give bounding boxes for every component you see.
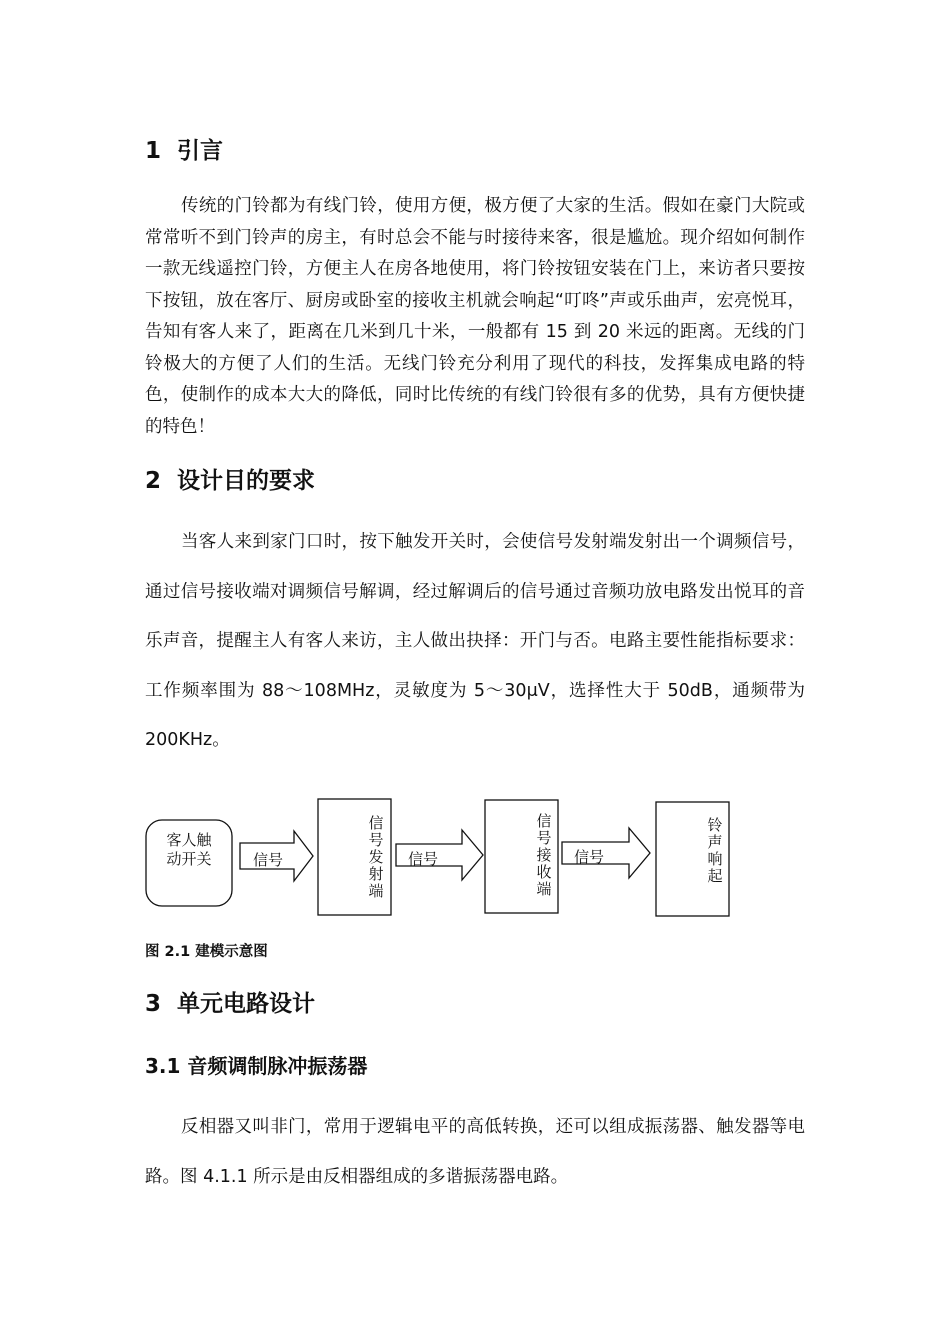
signal-arrow-label-1: 信号 xyxy=(253,851,284,869)
transmitter-char: 号 xyxy=(368,831,384,849)
receiver-char: 收 xyxy=(536,863,552,881)
block-diagram xyxy=(140,790,740,925)
section-number: 3 xyxy=(145,991,162,1017)
section-heading-design-goals xyxy=(145,465,315,497)
transmitter-char: 发 xyxy=(368,848,384,866)
section-title: 设计目的要求 xyxy=(177,468,315,494)
signal-arrow-label-3: 信号 xyxy=(574,848,605,866)
section-title: 引言 xyxy=(177,138,223,164)
design-paragraph: 当客人来到家门口时，按下触发开关时，会使信号发射端发射出一个调频信号，通过信号接收端对调频信号解调，经过解调后的信号通过音频功放电路发出悦耳的音乐声音，提醒主人有客人来访，主人做出抉择：开门与否。电路主要性能指标要求：工作频率围为 88～108MHz，灵敏度为 5～30μV，选择性大于 50dB，通频带为 200KHz。 xyxy=(145,532,805,750)
section-heading-intro xyxy=(145,135,223,167)
transmitter-char: 端 xyxy=(368,882,384,900)
trigger-switch-label-line2: 动开关 xyxy=(166,850,212,868)
transmitter-char: 射 xyxy=(368,865,384,883)
section-number: 1 xyxy=(145,138,162,164)
receiver-char: 端 xyxy=(536,880,552,898)
receiver-char: 信 xyxy=(536,812,552,830)
doorbell-ring-char: 响 xyxy=(707,850,723,868)
inverter-paragraph: 反相器又叫非门，常用于逻辑电平的高低转换，还可以组成振荡器、触发器等电路。图 4.1.1 所示是由反相器组成的多谐振荡器电路。 xyxy=(145,1117,805,1187)
doorbell-ring-char: 声 xyxy=(707,833,723,851)
doorbell-ring-char: 铃 xyxy=(707,816,723,834)
figure-caption: 图 2.1 建模示意图 xyxy=(145,944,268,960)
doorbell-ring-char: 起 xyxy=(707,867,723,885)
receiver-char: 接 xyxy=(536,846,552,864)
signal-arrow-label-2: 信号 xyxy=(408,850,439,868)
section-heading-unit-circuit xyxy=(145,988,315,1020)
section-number: 2 xyxy=(145,468,162,494)
transmitter-char: 信 xyxy=(368,814,384,832)
section-title: 单元电路设计 xyxy=(177,991,315,1017)
trigger-switch-label-line1: 客人触 xyxy=(166,831,212,849)
subsection-heading-oscillator: 3.1 音频调制脉冲振荡器 xyxy=(145,1054,368,1078)
receiver-char: 号 xyxy=(536,829,552,847)
intro-paragraph: 传统的门铃都为有线门铃，使用方便，极方便了大家的生活。假如在豪门大院或常常听不到门铃声的房主，有时总会不能与时接待来客，很是尴尬。现介绍如何制作一款无线遥控门铃，方便主人在房各地使用，将门铃按钮安装在门上，来访者只要按下按钮，放在客厅、厨房或卧室的接收主机就会响起“叮咚”声或乐曲声，宏亮悦耳，告知有客人来了，距离在几米到几十米，一般都有 15 到 20 米远的距离。无线的门铃极大的方便了人们的生活。无线门铃充分利用了现代的科技，发挥集成电路的特色，使制作的成本大大的降低，同时比传统的有线门铃很有多的优势，具有方便快捷的特色！ xyxy=(145,196,805,437)
